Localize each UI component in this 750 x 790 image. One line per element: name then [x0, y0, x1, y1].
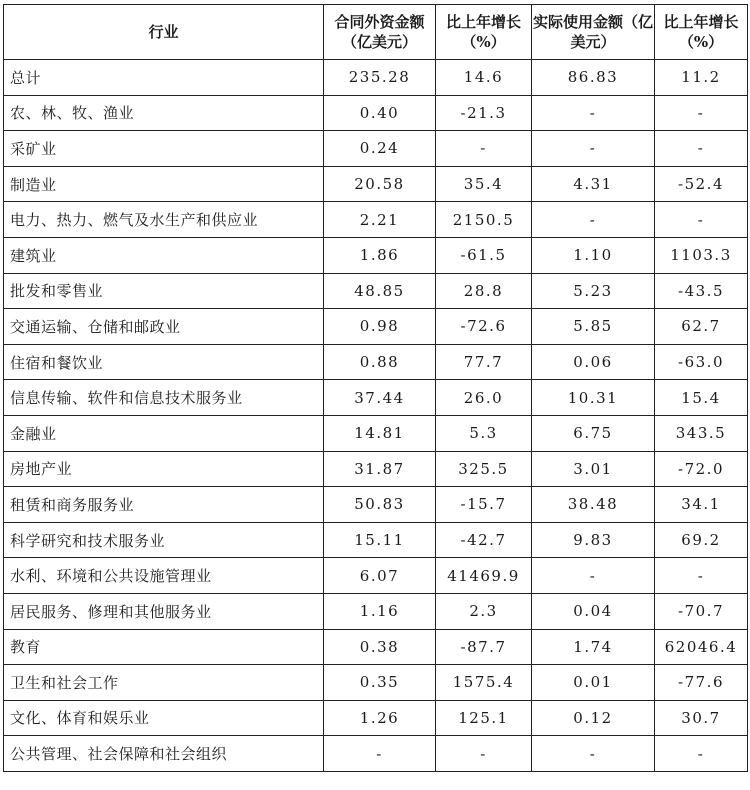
table-row: [4, 593, 748, 629]
row-contract-amount-cell: -: [324, 736, 436, 772]
row-contract-growth-cell: -: [436, 131, 532, 167]
table-row: [4, 273, 748, 309]
row-industry-cell: 交通运输、仓储和邮政业: [4, 309, 324, 345]
row-industry-cell: 水利、环境和公共设施管理业: [4, 558, 324, 594]
table-row: [4, 629, 748, 665]
table-row: [4, 344, 748, 380]
row-contract-amount-cell: 6.07: [324, 558, 436, 594]
row-contract-amount-cell: 0.88: [324, 344, 436, 380]
row-actual-growth-cell: -72.0: [655, 451, 748, 487]
row-actual-amount-cell: 0.12: [532, 700, 655, 736]
row-industry-cell: 制造业: [4, 166, 324, 202]
row-actual-amount-cell: -: [532, 131, 655, 167]
row-actual-amount-cell: 10.31: [532, 380, 655, 416]
table-row: [4, 202, 748, 238]
row-actual-amount-cell: 3.01: [532, 451, 655, 487]
row-actual-amount-cell: 38.48: [532, 487, 655, 523]
row-contract-growth-cell: 2.3: [436, 593, 532, 629]
row-contract-growth-cell: -15.7: [436, 487, 532, 523]
row-contract-growth-cell: 41469.9: [436, 558, 532, 594]
row-actual-amount-cell: 9.83: [532, 522, 655, 558]
row-actual-growth-cell: 343.5: [655, 415, 748, 451]
table-row: [4, 700, 748, 736]
row-contract-amount-cell: 37.44: [324, 380, 436, 416]
row-contract-amount-cell: 20.58: [324, 166, 436, 202]
row-industry-cell: 电力、热力、燃气及水生产和供应业: [4, 202, 324, 238]
row-contract-growth-cell: -61.5: [436, 237, 532, 273]
row-industry-cell: 科学研究和技术服务业: [4, 522, 324, 558]
row-actual-amount-cell: 6.75: [532, 415, 655, 451]
row-actual-amount-cell: 0.06: [532, 344, 655, 380]
row-industry-cell: 农、林、牧、渔业: [4, 95, 324, 131]
row-actual-growth-cell: -: [655, 131, 748, 167]
row-industry-cell: 房地产业: [4, 451, 324, 487]
row-actual-amount-cell: 4.31: [532, 166, 655, 202]
row-actual-growth-cell: -52.4: [655, 166, 748, 202]
row-industry-cell: 文化、体育和娱乐业: [4, 700, 324, 736]
row-contract-amount-cell: 2.21: [324, 202, 436, 238]
row-industry-cell: 总计: [4, 60, 324, 96]
row-industry-cell: 卫生和社会工作: [4, 665, 324, 701]
table-row: [4, 736, 748, 772]
row-contract-growth-cell: 2150.5: [436, 202, 532, 238]
row-industry-cell: 居民服务、修理和其他服务业: [4, 593, 324, 629]
row-actual-growth-cell: -43.5: [655, 273, 748, 309]
table-container: [3, 4, 747, 772]
row-actual-growth-cell: -: [655, 558, 748, 594]
row-contract-growth-cell: -72.6: [436, 309, 532, 345]
table-row: [4, 60, 748, 96]
industry-investment-table: [3, 4, 748, 772]
row-actual-amount-cell: 0.04: [532, 593, 655, 629]
row-industry-cell: 建筑业: [4, 237, 324, 273]
row-actual-growth-cell: 34.1: [655, 487, 748, 523]
row-industry-cell: 租赁和商务服务业: [4, 487, 324, 523]
row-actual-amount-cell: -: [532, 95, 655, 131]
header-actual-growth: 比上年增长（%）: [655, 5, 748, 60]
row-actual-growth-cell: -77.6: [655, 665, 748, 701]
row-contract-growth-cell: 35.4: [436, 166, 532, 202]
row-contract-amount-cell: 0.38: [324, 629, 436, 665]
row-contract-growth-cell: 28.8: [436, 273, 532, 309]
table-row: [4, 487, 748, 523]
row-contract-amount-cell: 14.81: [324, 415, 436, 451]
row-contract-growth-cell: -87.7: [436, 629, 532, 665]
table-row: [4, 522, 748, 558]
table-header: [4, 5, 748, 60]
row-contract-amount-cell: 235.28: [324, 60, 436, 96]
row-contract-amount-cell: 0.35: [324, 665, 436, 701]
row-contract-amount-cell: 1.16: [324, 593, 436, 629]
row-contract-growth-cell: -42.7: [436, 522, 532, 558]
row-industry-cell: 公共管理、社会保障和社会组织: [4, 736, 324, 772]
row-industry-cell: 批发和零售业: [4, 273, 324, 309]
header-contract-growth: 比上年增长（%）: [436, 5, 532, 60]
row-actual-amount-cell: 1.74: [532, 629, 655, 665]
row-contract-amount-cell: 1.86: [324, 237, 436, 273]
row-industry-cell: 住宿和餐饮业: [4, 344, 324, 380]
table-row: [4, 415, 748, 451]
row-contract-growth-cell: 125.1: [436, 700, 532, 736]
row-actual-amount-cell: 0.01: [532, 665, 655, 701]
row-actual-amount-cell: 1.10: [532, 237, 655, 273]
row-actual-growth-cell: -70.7: [655, 593, 748, 629]
table-row: [4, 131, 748, 167]
header-industry: 行业: [4, 5, 324, 60]
row-contract-growth-cell: 325.5: [436, 451, 532, 487]
row-contract-growth-cell: -: [436, 736, 532, 772]
row-contract-amount-cell: 0.24: [324, 131, 436, 167]
row-actual-amount-cell: -: [532, 736, 655, 772]
row-actual-growth-cell: -63.0: [655, 344, 748, 380]
table-row: [4, 451, 748, 487]
row-actual-growth-cell: 11.2: [655, 60, 748, 96]
row-contract-amount-cell: 50.83: [324, 487, 436, 523]
table-row: [4, 166, 748, 202]
row-actual-growth-cell: 62.7: [655, 309, 748, 345]
row-contract-growth-cell: 1575.4: [436, 665, 532, 701]
row-contract-amount-cell: 48.85: [324, 273, 436, 309]
row-actual-growth-cell: 69.2: [655, 522, 748, 558]
table-row: [4, 95, 748, 131]
row-industry-cell: 信息传输、软件和信息技术服务业: [4, 380, 324, 416]
row-industry-cell: 教育: [4, 629, 324, 665]
row-actual-growth-cell: 62046.4: [655, 629, 748, 665]
row-contract-growth-cell: 5.3: [436, 415, 532, 451]
row-actual-growth-cell: -: [655, 736, 748, 772]
table-row: [4, 237, 748, 273]
row-contract-amount-cell: 1.26: [324, 700, 436, 736]
row-actual-growth-cell: -: [655, 202, 748, 238]
table-body: [4, 60, 748, 772]
table-row: [4, 665, 748, 701]
header-contract-amount: 合同外资金额（亿美元）: [324, 5, 436, 60]
row-industry-cell: 金融业: [4, 415, 324, 451]
table-row: [4, 380, 748, 416]
table-row: [4, 309, 748, 345]
row-contract-amount-cell: 15.11: [324, 522, 436, 558]
row-actual-growth-cell: -: [655, 95, 748, 131]
row-actual-growth-cell: 30.7: [655, 700, 748, 736]
row-contract-amount-cell: 0.40: [324, 95, 436, 131]
row-industry-cell: 采矿业: [4, 131, 324, 167]
row-contract-growth-cell: -21.3: [436, 95, 532, 131]
row-actual-amount-cell: 5.23: [532, 273, 655, 309]
table-row: [4, 558, 748, 594]
header-row: [4, 5, 748, 60]
row-contract-amount-cell: 0.98: [324, 309, 436, 345]
row-actual-growth-cell: 15.4: [655, 380, 748, 416]
header-actual-amount: 实际使用金额（亿美元）: [532, 5, 655, 60]
row-contract-growth-cell: 14.6: [436, 60, 532, 96]
row-actual-amount-cell: -: [532, 202, 655, 238]
row-contract-amount-cell: 31.87: [324, 451, 436, 487]
row-actual-growth-cell: 1103.3: [655, 237, 748, 273]
row-actual-amount-cell: 5.85: [532, 309, 655, 345]
row-contract-growth-cell: 77.7: [436, 344, 532, 380]
row-actual-amount-cell: -: [532, 558, 655, 594]
row-contract-growth-cell: 26.0: [436, 380, 532, 416]
row-actual-amount-cell: 86.83: [532, 60, 655, 96]
